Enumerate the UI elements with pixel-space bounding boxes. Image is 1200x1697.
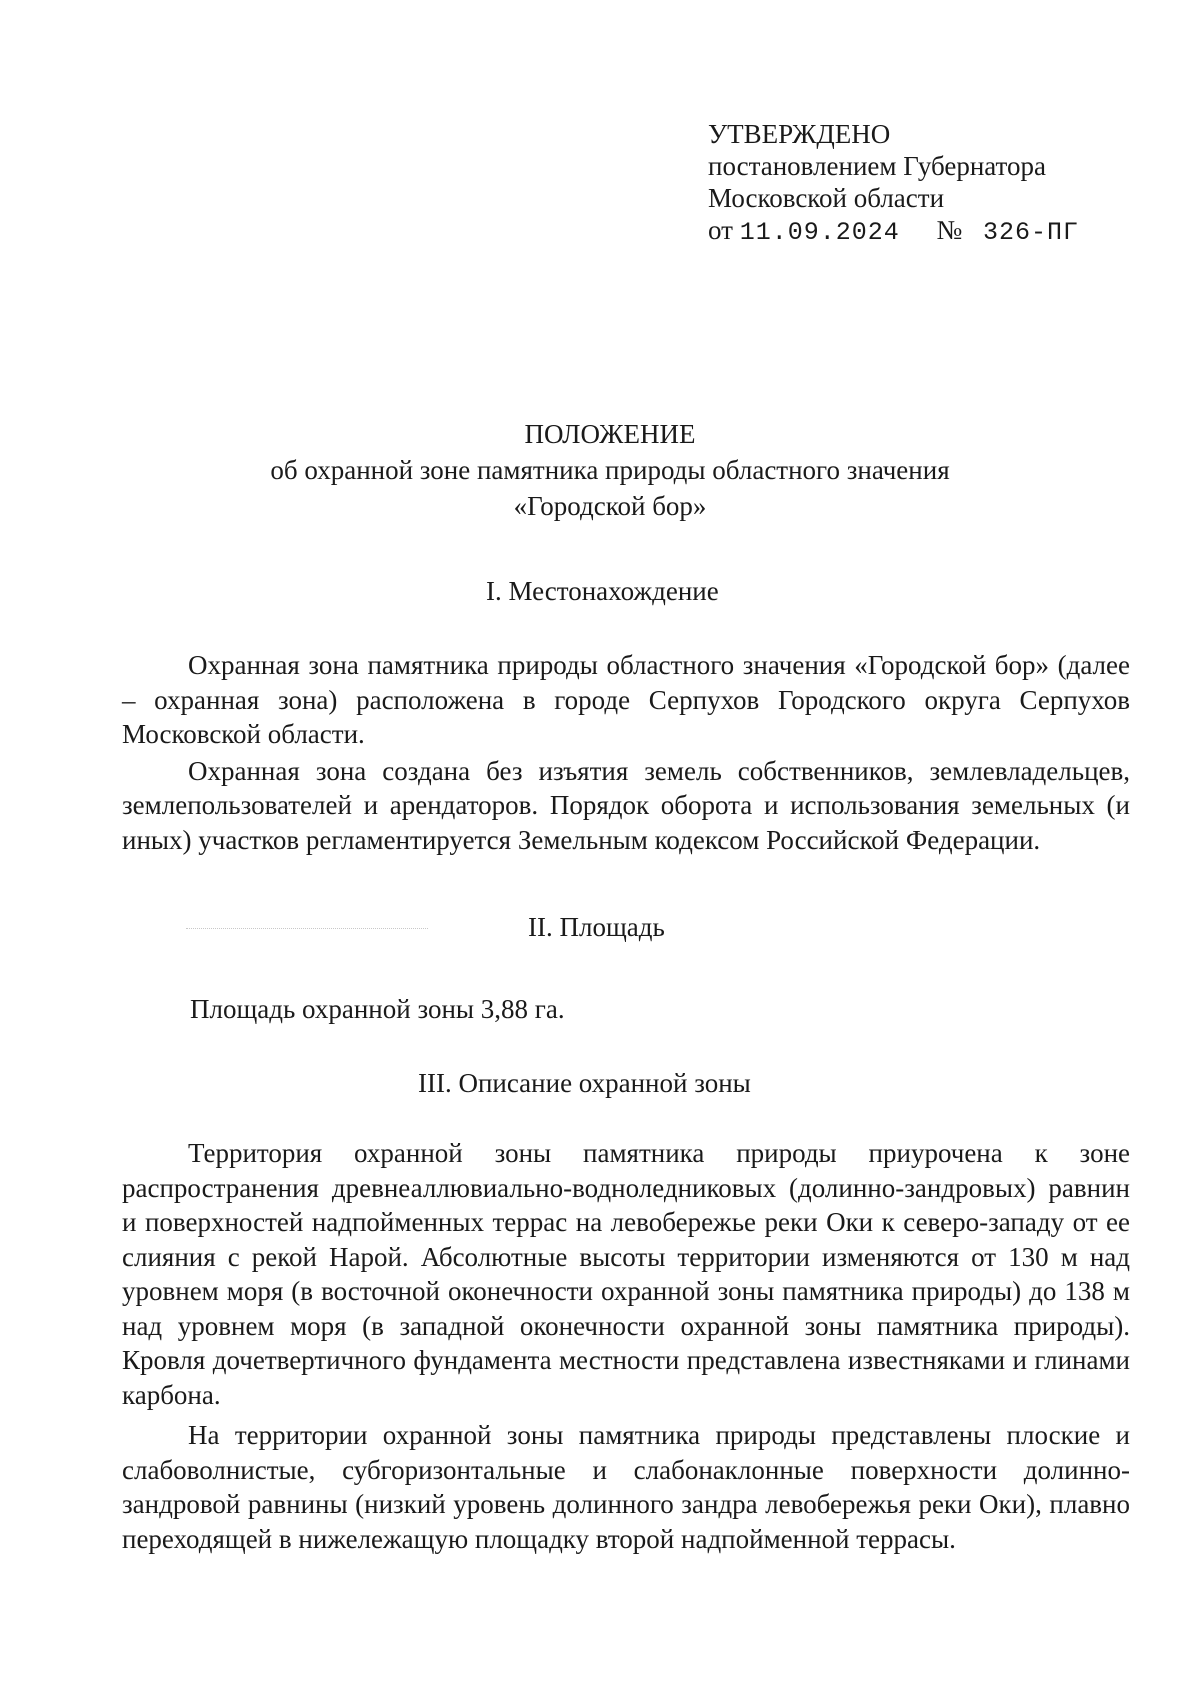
approved-label: УТВЕРЖДЕНО <box>708 119 891 149</box>
approval-date: 11.09.2024 <box>739 218 900 247</box>
approval-date-number-line <box>708 214 1079 249</box>
area-text: Площадь охранной зоны 3,88 га. <box>190 994 565 1024</box>
section3-paragraph-1: Территория охранной зоны памятника природы приурочена к зоне распространения древнеаллювиально-водноледниковых (долинно-зандровых) равнин и поверхностей надпойменных террас на левобережье реки Оки к северо-западу от ее слияния с рекой Нарой. Абсолютные высоты территории изменяются от 130 м над уровнем моря (в восточной оконечности охранной зоны памятника природы) до 138 м над уровнем моря (в западной оконечности охранной зоны памятника природы). Кровля дочетвертичного фундамента местности представлена известняками и глинами карбона. <box>122 1138 1130 1410</box>
section1-heading: I. Местонахождение <box>486 576 719 606</box>
section3-paragraph-2: На территории охранной зоны памятника природы представлены плоские и слабоволнистые, субгоризонтальные и слабонаклонные поверхности долинно-зандровой равнины (низкий уровень долинного зандра левобережья реки Оки), плавно переходящей в нижележащую площадку второй надпойменной террасы. <box>122 1420 1130 1554</box>
section1-paragraph-1: Охранная зона памятника природы областного значения «Городской бор» (далее – охранная зона) расположена в городе Серпухов Городского округа Серпухов Московской области. <box>122 650 1130 749</box>
section1-body <box>122 648 1130 857</box>
approved-region-line: Московской области <box>708 183 945 213</box>
approval-stamp-block <box>708 118 1079 249</box>
section3-body <box>122 1136 1130 1556</box>
title-line2: об охранной зоне памятника природы областного значения <box>270 455 950 485</box>
title-main: ПОЛОЖЕНИЕ <box>524 419 696 449</box>
section3-heading: III. Описание охранной зоны <box>418 1068 751 1098</box>
from-prefix: от <box>708 215 733 245</box>
section2-heading: II. Площадь <box>528 912 665 942</box>
approved-by-line: постановлением Губернатора <box>708 151 1046 181</box>
approval-number: 326-ПГ <box>983 218 1080 247</box>
document-title <box>0 416 1200 524</box>
section1-paragraph-2: Охранная зона создана без изъятия земель собственников, землевладельцев, землепользователей и арендаторов. Порядок оборота и использования земельных (и иных) участков регламентируется Земельным кодексом Российской Федерации. <box>122 755 1130 855</box>
title-line3: «Городской бор» <box>513 491 707 521</box>
number-sign: № <box>936 215 963 245</box>
scan-artifact <box>186 928 428 931</box>
